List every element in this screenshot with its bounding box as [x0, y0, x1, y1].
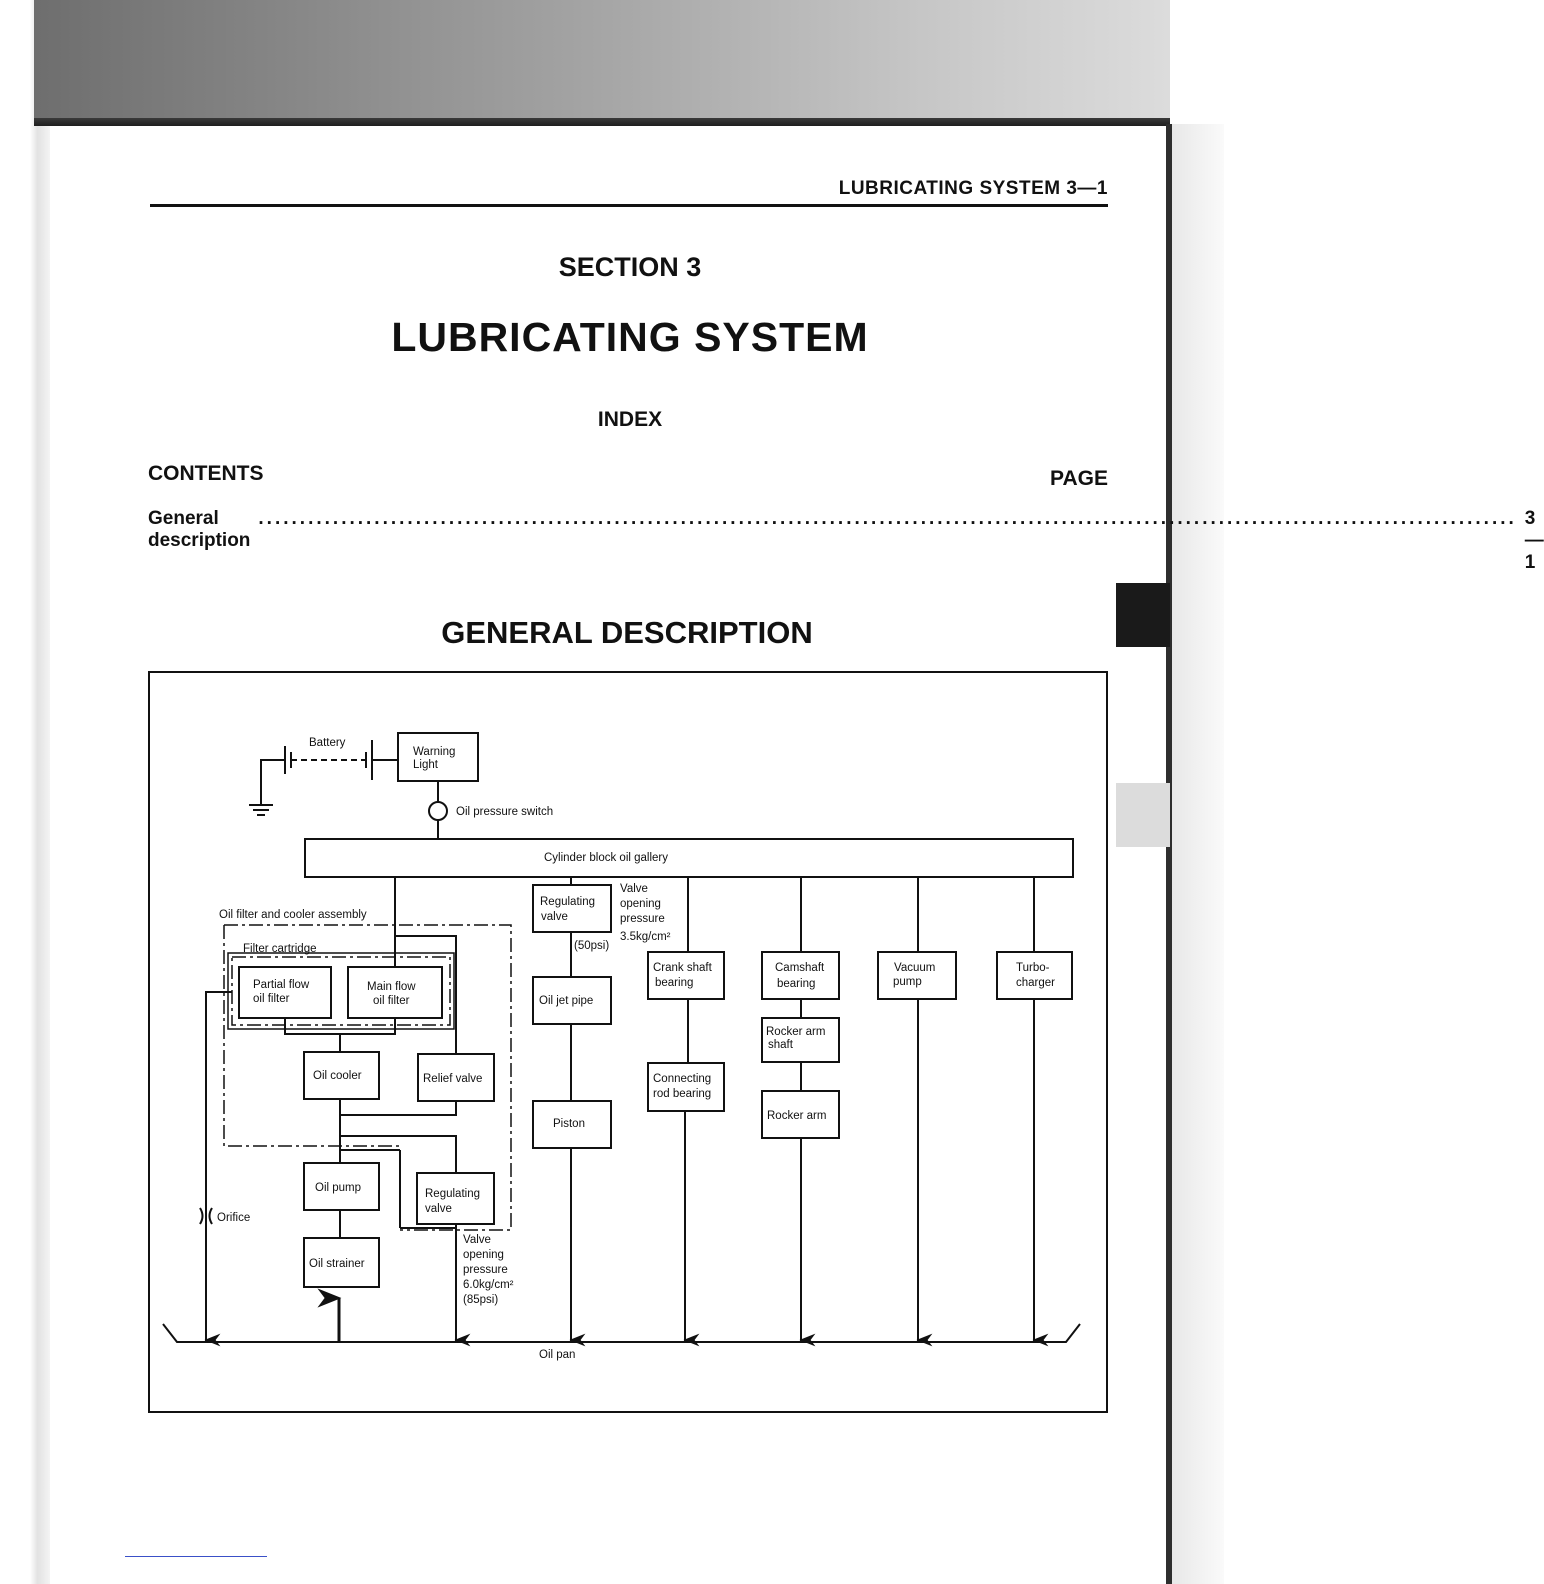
upper-valve-pressure-4: 3.5kg/cm² — [620, 931, 671, 943]
crank-shaft-bearing-box — [648, 952, 724, 999]
running-header: LUBRICATING SYSTEM 3—1 — [838, 178, 1108, 199]
rocker-arm-shaft-label-1: Rocker arm — [766, 1026, 826, 1038]
diagram-line — [200, 1208, 203, 1224]
lower-regulating-valve-label-1: Regulating — [425, 1188, 480, 1200]
oil-strainer-label: Oil strainer — [309, 1258, 365, 1270]
diagram-line — [340, 1101, 456, 1115]
lower-valve-pressure-4: 6.0kg/cm² — [463, 1279, 514, 1291]
diagram-line — [210, 1208, 213, 1224]
oil-jet-pipe-label: Oil jet pipe — [539, 995, 594, 1007]
diagram-line — [429, 802, 447, 820]
vacuum-pump-label-2: pump — [893, 976, 922, 988]
camshaft-label-1: Camshaft — [775, 962, 825, 974]
filter-cartridge-label: Filter cartridge — [243, 943, 317, 955]
diagram-line — [163, 1324, 1080, 1342]
page-label: PAGE — [1050, 467, 1108, 490]
toc-entry-page: 3—1 — [1524, 508, 1544, 573]
index-label: INDEX — [597, 408, 663, 431]
lower-valve-pressure-2: opening — [463, 1249, 504, 1261]
upper-regulating-valve-label-2: valve — [541, 911, 568, 923]
vacuum-pump-label-1: Vacuum — [894, 962, 936, 974]
lower-valve-pressure-5: (85psi) — [463, 1294, 499, 1306]
upper-regulating-valve-label-1: Regulating — [540, 896, 595, 908]
oil-pan-label: Oil pan — [539, 1349, 576, 1361]
warning-light-label-2: Light — [413, 759, 438, 771]
lower-valve-pressure-3: pressure — [463, 1264, 508, 1276]
toc-entry-label: General description — [148, 508, 251, 551]
diagram-line — [224, 925, 400, 1146]
diagram-frame — [149, 672, 1107, 1412]
main-flow-label-2: oil filter — [373, 995, 410, 1007]
lower-regulating-valve-label-2: valve — [425, 1203, 452, 1215]
upper-valve-pressure-3: pressure — [620, 913, 665, 925]
oil-cooler-label: Oil cooler — [313, 1070, 362, 1082]
oil-pressure-switch-label: Oil pressure switch — [456, 806, 554, 818]
upper-valve-pressure-1: Valve — [620, 883, 648, 895]
turbocharger-box — [997, 952, 1072, 999]
partial-flow-label-1: Partial flow — [253, 979, 310, 991]
section-number: SECTION 3 — [558, 252, 702, 282]
crank-shaft-label-2: bearing — [655, 977, 694, 989]
connecting-rod-bearing-box — [648, 1063, 724, 1111]
piston-label: Piston — [553, 1118, 585, 1130]
camshaft-bearing-box — [762, 952, 839, 999]
main-flow-label-1: Main flow — [367, 981, 416, 993]
ground-wire — [261, 760, 285, 805]
partial-flow-label-2: oil filter — [253, 993, 290, 1005]
battery-label: Battery — [309, 737, 346, 749]
toc-leader-dots: ........................................................................................................................................................ — [258, 508, 1517, 529]
connecting-rod-label-2: rod bearing — [653, 1088, 712, 1100]
diagram-line — [206, 992, 232, 1342]
relief-valve-label: Relief valve — [423, 1073, 483, 1085]
upper-valve-pressure-2: opening — [620, 898, 661, 910]
rocker-arm-label: Rocker arm — [767, 1110, 827, 1122]
gallery-box — [305, 839, 1073, 877]
orifice-label: Orifice — [217, 1212, 251, 1224]
turbocharger-label-2: charger — [1016, 977, 1055, 989]
contents-label: CONTENTS — [148, 462, 264, 485]
diagram-line — [285, 1018, 395, 1034]
upper-valve-psi: (50psi) — [574, 940, 610, 952]
turbocharger-label-1: Turbo- — [1016, 962, 1050, 974]
oil-pump-label: Oil pump — [315, 1182, 362, 1194]
warning-light-label-1: Warning — [413, 746, 456, 758]
crank-shaft-label-1: Crank shaft — [653, 962, 712, 974]
section-title: LUBRICATING SYSTEM — [391, 314, 869, 360]
gallery-label: Cylinder block oil gallery — [544, 852, 668, 864]
connecting-rod-label-1: Connecting — [653, 1073, 712, 1085]
lower-valve-pressure-1: Valve — [463, 1234, 491, 1246]
rocker-arm-shaft-label-2: shaft — [768, 1039, 793, 1051]
upper-regulating-valve-box — [533, 885, 611, 932]
camshaft-label-2: bearing — [777, 978, 816, 990]
general-description-heading: GENERAL DESCRIPTION — [441, 615, 813, 650]
filter-cooler-assembly-label: Oil filter and cooler assembly — [219, 909, 367, 921]
